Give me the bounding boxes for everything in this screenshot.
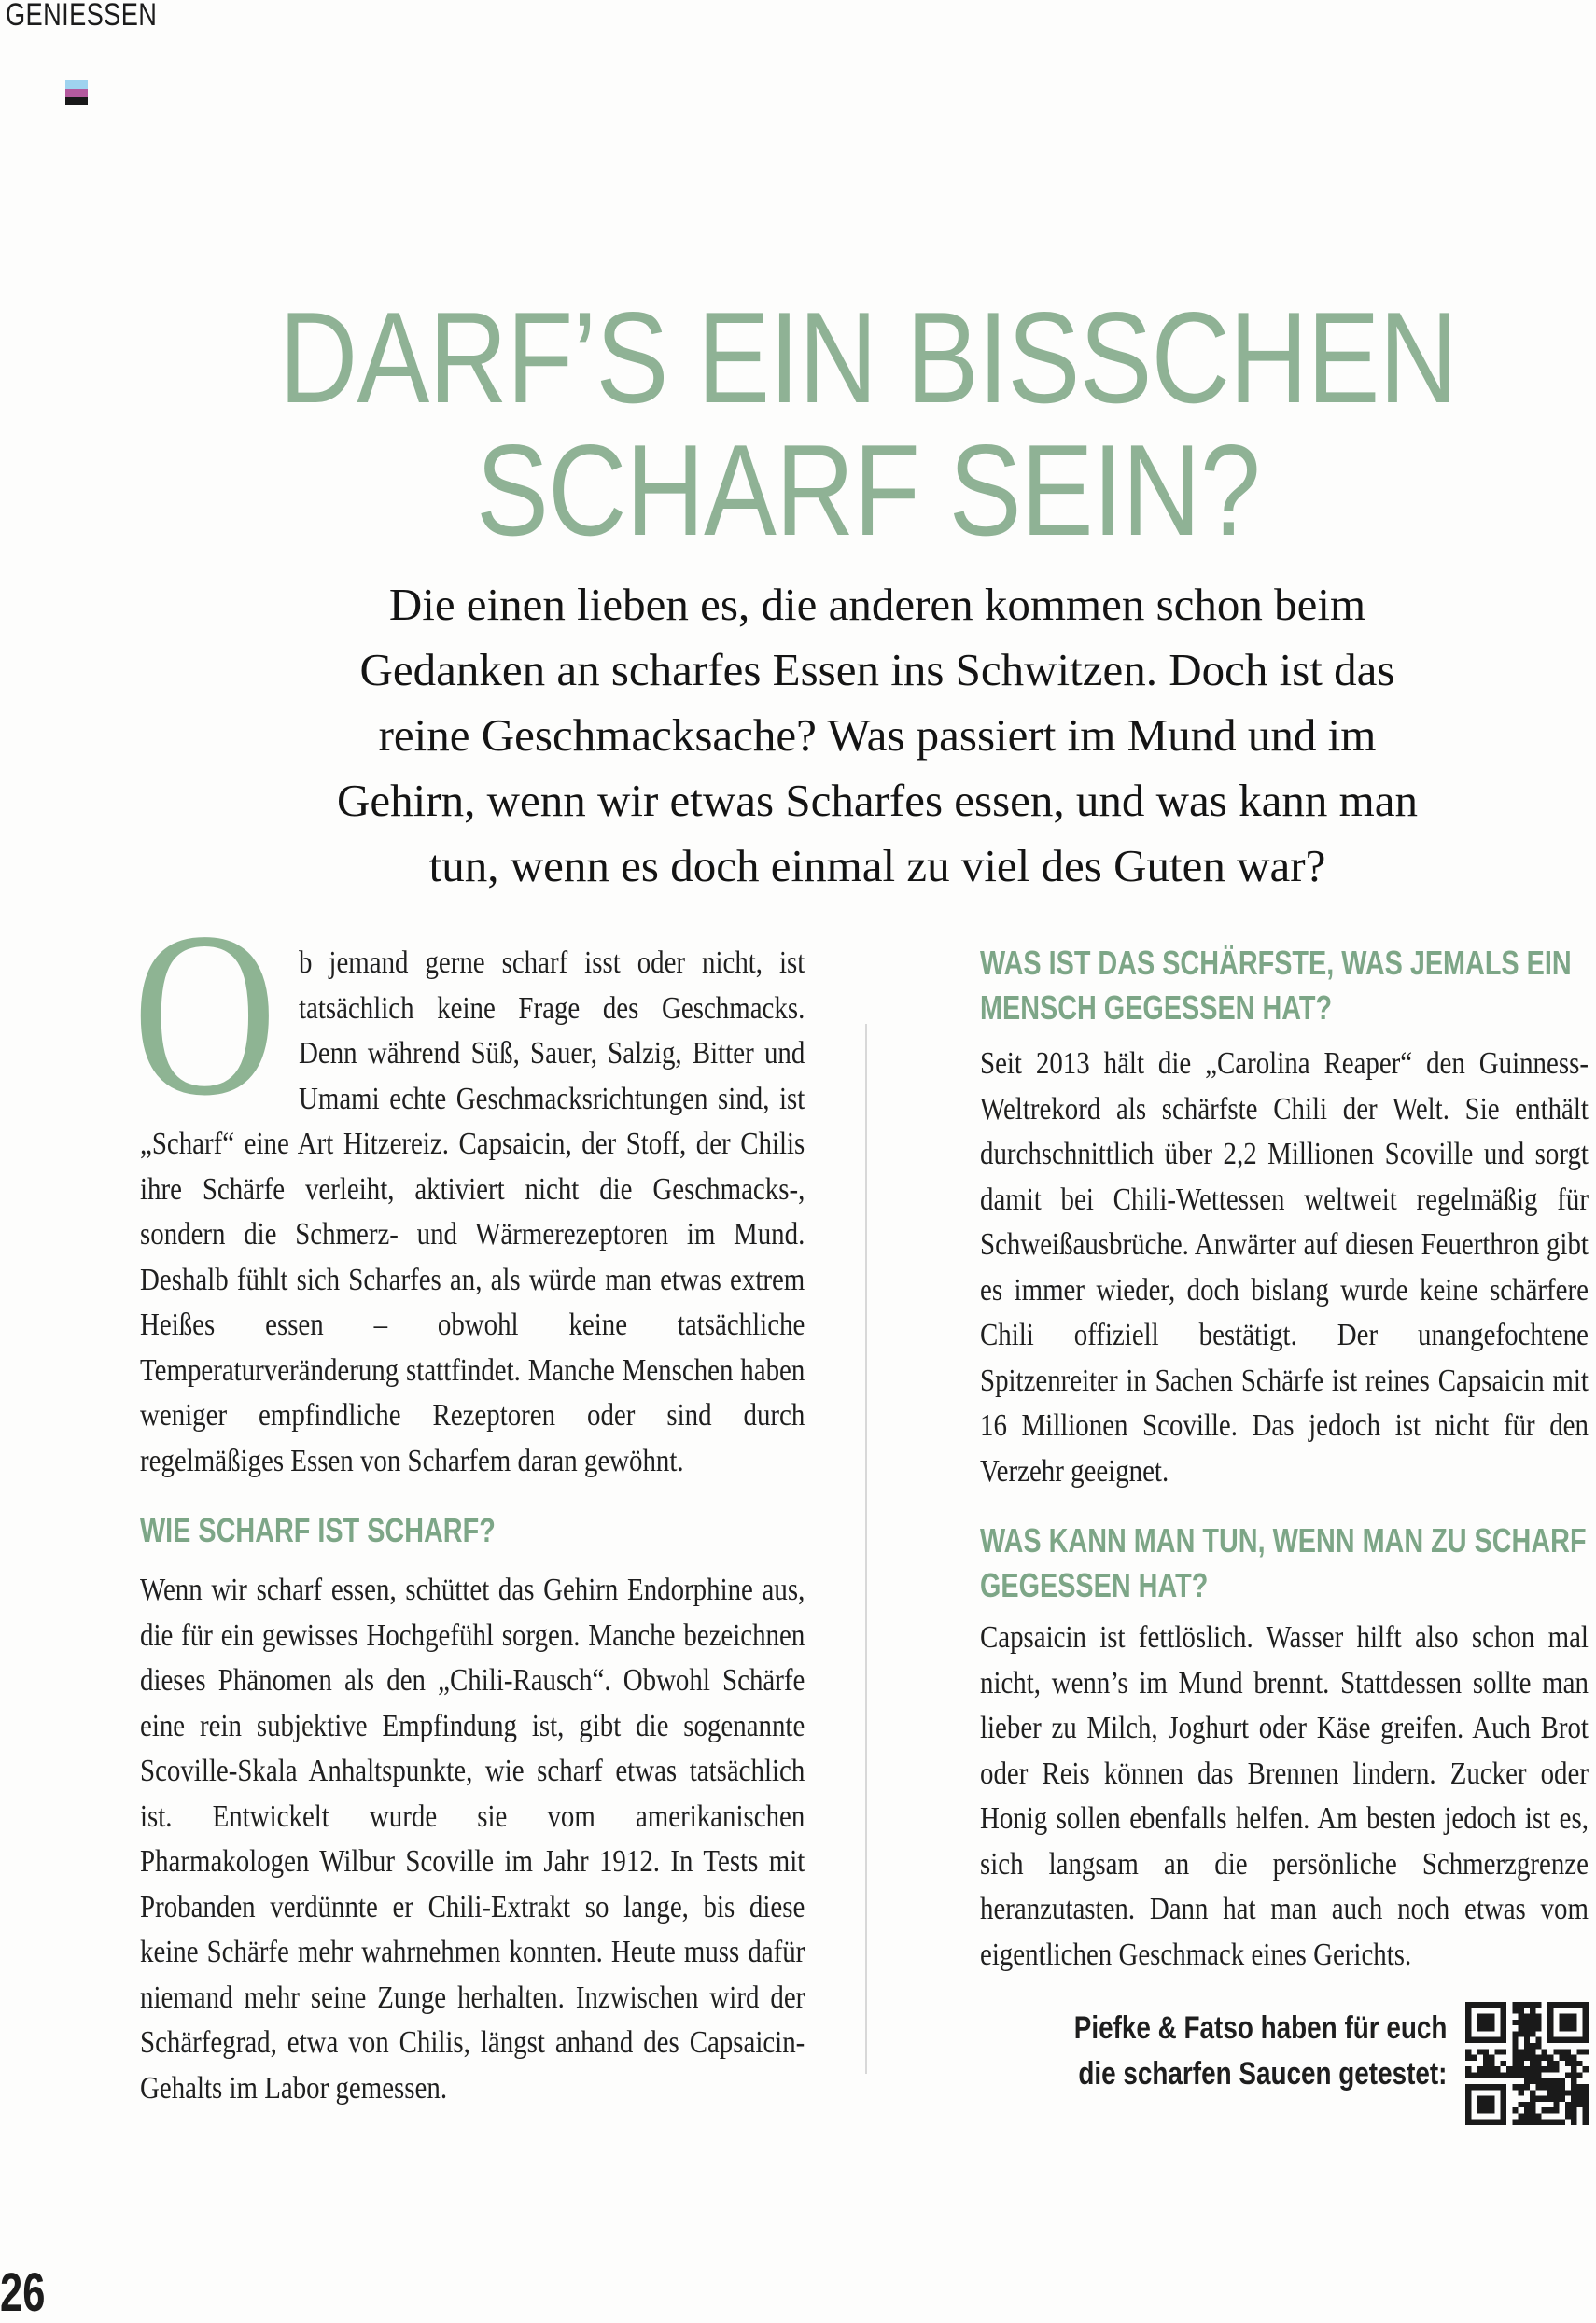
drop-cap-spacer bbox=[140, 941, 299, 1122]
section-heading-schaerfste bbox=[980, 941, 1572, 1030]
right-column bbox=[980, 941, 1589, 2125]
mark-stripe-magenta bbox=[65, 89, 88, 97]
section-body-wie-scharf: Wenn wir scharf essen, schüttet das Gehirn Endorphine aus, die für ein gewisses Hochgefühl sorgen. Manche bezeichnen dieses Phänomen als den „Chili-Rausch“. Obwohl Schärfe eine rein subjektive Empfindung ist, gibt die sogenannte Scoville-Skala Anhaltspunkte, wie scharf etwas tatsächlich ist. Entwickelt wurde sie vom amerikanischen Pharmakologen Wilbur Scoville im Jahr 1912. In Tests mit Probanden verdünnte er Chili-Extrakt so lange, bis diese keine Schärfe mehr wahrnehmen konnten. Heute muss dafür niemand mehr seine Zunge herhalten. Inzwischen wird der Schärfegrad, etwa von Chilis, längst anhand des Capsaicin-Gehalts im Labor gemessen. bbox=[140, 1573, 805, 2106]
mark-stripe-cyan bbox=[65, 80, 88, 89]
section-heading-wie-scharf bbox=[140, 1512, 672, 1549]
section-heading-line: WIE SCHARF IST SCHARF? bbox=[140, 1511, 496, 1549]
mark-stripe-black bbox=[65, 97, 88, 105]
section-heading-line: MENSCH GEGESSEN HAT? bbox=[980, 988, 1333, 1027]
section-heading-line: GEGESSEN HAT? bbox=[980, 1566, 1209, 1604]
cta-row bbox=[980, 2002, 1589, 2125]
page-number: 26 bbox=[0, 2262, 46, 2323]
opening-paragraph-text: b jemand gerne scharf isst oder nicht, ist tatsächlich keine Frage des Geschmacks. Denn während Süß, Sauer, Salzig, Bitter und Umami echte Geschmacksrichtungen sind, ist „Scharf“ eine Art Hitzereiz. Capsaicin, der Stoff, der Chilis ihre Schärfe verleiht, aktiviert nicht die Geschmacks-, sondern die Schmerz- und Wärmerezeptoren im Mund. Deshalb fühlt sich Scharfes an, als würde man etwas extrem Heißes essen – obwohl keine tatsächliche Temperaturveränderung stattfindet. Manche Menschen haben weniger empfindliche Rezeptoren oder sind durch regelmäßiges Essen von Scharfem daran gewöhnt. bbox=[140, 945, 805, 1478]
article-title-line2: SCHARF SEIN? bbox=[476, 418, 1260, 564]
qr-code-icon bbox=[1465, 2002, 1589, 2125]
section-heading-line: WAS KANN MAN TUN, WENN MAN ZU SCHARF bbox=[980, 1521, 1587, 1560]
cta-text-line1: Piefke & Fatso haben für euch bbox=[1073, 2010, 1447, 2046]
cta-text-line2: die scharfen Saucen getestet: bbox=[1077, 2056, 1447, 2092]
cta-text bbox=[1073, 2006, 1447, 2097]
section-body-schaerfste: Seit 2013 hält die „Carolina Reaper“ den Guinness-Weltrekord als schärfste Chili der Welt. Sie enthält durchschnittlich über 2,2 Millionen Scoville und sorgt damit bei Chili-Wettessen weltweit regelmäßig für Schweißausbrüche. Anwärter auf diesen Feuerthron gibt es immer wieder, doch bislang wurde keine schärfere Chili offiziell bestätigt. Der unangefochtene Spitzenreiter in Sachen Schärfe ist reines Capsaicin mit 16 Millionen Scoville. Das jedoch ist nicht für den Verzehr geeignet. bbox=[980, 1046, 1589, 1489]
drop-cap: O bbox=[133, 883, 277, 1144]
intro-paragraph: Die einen lieben es, die anderen kommen schon beim Gedanken an scharfes Essen ins Schwitzen. Doch ist das reine Geschmacksache? Was passiert im Mund und im Gehirn, wenn wir etwas Scharfes essen, und was kann man tun, wenn es doch einmal zu viel des Guten war? bbox=[337, 579, 1418, 891]
section-heading-zu-scharf bbox=[980, 1518, 1587, 1608]
opening-paragraph bbox=[140, 941, 805, 1484]
section-body-zu-scharf: Capsaicin ist fettlöslich. Wasser hilft also schon mal nicht, wenn’s im Mund brennt. Stattdessen sollte man lieber zu Milch, Joghurt oder Käse greifen. Auch Brot oder Reis können das Brennen lindern. Zucker oder Honig sollen ebenfalls helfen. Am besten jedoch ist es, sich langsam an die persönliche Schmerzgrenze heranzutasten. Dann hat man auch noch etwas vom eigentlichen Geschmack eines Gerichts. bbox=[980, 1620, 1589, 1972]
column-divider bbox=[865, 1024, 867, 2074]
print-registration-mark-icon bbox=[65, 80, 88, 106]
section-kicker: GENIESSEN bbox=[6, 0, 158, 33]
section-heading-line: WAS IST DAS SCHÄRFSTE, WAS JEMALS EIN bbox=[980, 944, 1572, 982]
article-title-line1: DARF’S EIN BISSCHEN bbox=[278, 286, 1458, 431]
article-title bbox=[209, 286, 1526, 564]
left-column bbox=[133, 883, 805, 2111]
